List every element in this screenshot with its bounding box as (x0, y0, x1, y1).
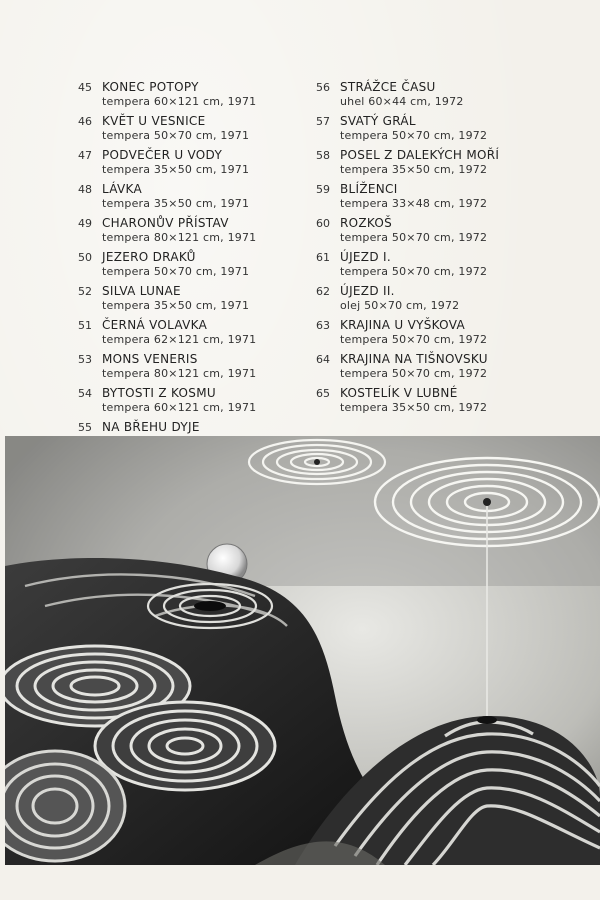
entry-title: ÚJEZD I. (340, 250, 391, 264)
entry-details: tempera 50×70 cm, 1972 (340, 129, 488, 142)
catalog-entry-53 (78, 352, 323, 381)
catalog-entry-52 (78, 284, 323, 313)
entry-title: LÁVKA (102, 182, 142, 196)
entry-title: KONEC POTOPY (102, 80, 199, 94)
entry-details: tempera 50×70 cm, 1972 (340, 265, 488, 278)
entry-title: KRAJINA NA TIŠNOVSKU (340, 352, 488, 366)
catalog-entry-60 (316, 216, 561, 245)
entry-title: ROZKOŠ (340, 216, 393, 230)
entry-details: tempera 35×50 cm, 1971 (102, 299, 250, 312)
entry-title: PODVEČER U VODY (102, 148, 223, 162)
hill-middle (95, 702, 275, 790)
hill-bottom-left (5, 751, 125, 861)
entry-number: 58 (316, 149, 330, 162)
catalog-entry-49 (78, 216, 323, 245)
painting-image (5, 436, 600, 865)
entry-number: 50 (78, 251, 92, 264)
catalog-entry-61 (316, 250, 561, 279)
entry-number: 64 (316, 353, 330, 366)
entry-details: tempera 35×50 cm, 1972 (340, 163, 488, 176)
entry-details: tempera 50×70 cm, 1972 (340, 231, 488, 244)
catalog-entry-58 (316, 148, 561, 177)
entry-number: 54 (78, 387, 92, 400)
entry-details: tempera 50×70 cm, 1972 (340, 333, 488, 346)
entry-title: CHARONŮV PŘÍSTAV (102, 216, 229, 230)
entry-number: 45 (78, 81, 92, 94)
entry-title: ČERNÁ VOLAVKA (102, 318, 208, 332)
entry-title: BYTOSTI Z KOSMU (102, 386, 216, 400)
painting-reproduction (5, 436, 600, 865)
catalog-entry-45 (78, 80, 323, 109)
entry-title: JEZERO DRAKŮ (102, 250, 196, 264)
entry-number: 46 (78, 115, 92, 128)
entry-title: MONS VENERIS (102, 352, 198, 366)
entry-number: 61 (316, 251, 330, 264)
entry-details: tempera 80×121 cm, 1971 (102, 367, 257, 380)
entry-details: tempera 35×50 cm, 1971 (102, 197, 250, 210)
entry-number: 51 (78, 319, 92, 332)
entry-details: tempera 60×121 cm, 1971 (102, 95, 257, 108)
entry-number: 55 (78, 421, 92, 434)
entry-title: KOSTELÍK V LUBNÉ (340, 386, 458, 400)
entry-details: tempera 50×70 cm, 1971 (102, 129, 250, 142)
entry-title: SVATÝ GRÁL (340, 114, 416, 128)
catalog-list-left (78, 80, 323, 454)
entry-title: KVĚT U VESNICE (102, 114, 206, 128)
entry-number: 63 (316, 319, 330, 332)
entry-title: KRAJINA U VYŠKOVA (340, 318, 465, 332)
catalog-entry-62 (316, 284, 561, 313)
entry-number: 49 (78, 217, 92, 230)
entry-number: 65 (316, 387, 330, 400)
catalog-entry-50 (78, 250, 323, 279)
catalog-entry-51 (78, 318, 323, 347)
entry-details: tempera 60×121 cm, 1971 (102, 401, 257, 414)
entry-title: SILVA LUNAE (102, 284, 181, 298)
entry-details: tempera 35×50 cm, 1971 (102, 163, 250, 176)
entry-details: tempera 80×121 cm, 1971 (102, 231, 257, 244)
entry-details: tempera 50×70 cm, 1971 (102, 265, 250, 278)
catalog-entry-46 (78, 114, 323, 143)
entry-number: 48 (78, 183, 92, 196)
catalog-entry-48 (78, 182, 323, 211)
catalog-entry-56 (316, 80, 561, 109)
catalog-list-right (316, 80, 561, 420)
entry-details: tempera 50×70 cm, 1972 (340, 367, 488, 380)
entry-title: NA BŘEHU DYJE (102, 420, 200, 434)
entry-details: tempera 33×48 cm, 1972 (340, 197, 488, 210)
entry-details: tempera 35×50 cm, 1972 (340, 401, 488, 414)
entry-number: 62 (316, 285, 330, 298)
catalog-entry-47 (78, 148, 323, 177)
entry-details: tempera 62×121 cm, 1971 (102, 333, 257, 346)
entry-number: 53 (78, 353, 92, 366)
catalog-entry-63 (316, 318, 561, 347)
catalog-entry-54 (78, 386, 323, 415)
entry-number: 60 (316, 217, 330, 230)
entry-details: olej 50×70 cm, 1972 (340, 299, 460, 312)
entry-details: uhel 60×44 cm, 1972 (340, 95, 464, 108)
entry-title: STRÁŽCE ČASU (340, 80, 436, 94)
entry-number: 56 (316, 81, 330, 94)
entry-title: POSEL Z DALEKÝCH MOŘÍ (340, 148, 500, 162)
entry-number: 47 (78, 149, 92, 162)
entry-number: 59 (316, 183, 330, 196)
entry-title: ÚJEZD II. (340, 284, 395, 298)
entry-title: BLÍŽENCI (340, 182, 398, 196)
catalog-entry-64 (316, 352, 561, 381)
catalog-entry-65 (316, 386, 561, 415)
catalog-entry-59 (316, 182, 561, 211)
catalog-entry-57 (316, 114, 561, 143)
entry-number: 57 (316, 115, 330, 128)
entry-number: 52 (78, 285, 92, 298)
